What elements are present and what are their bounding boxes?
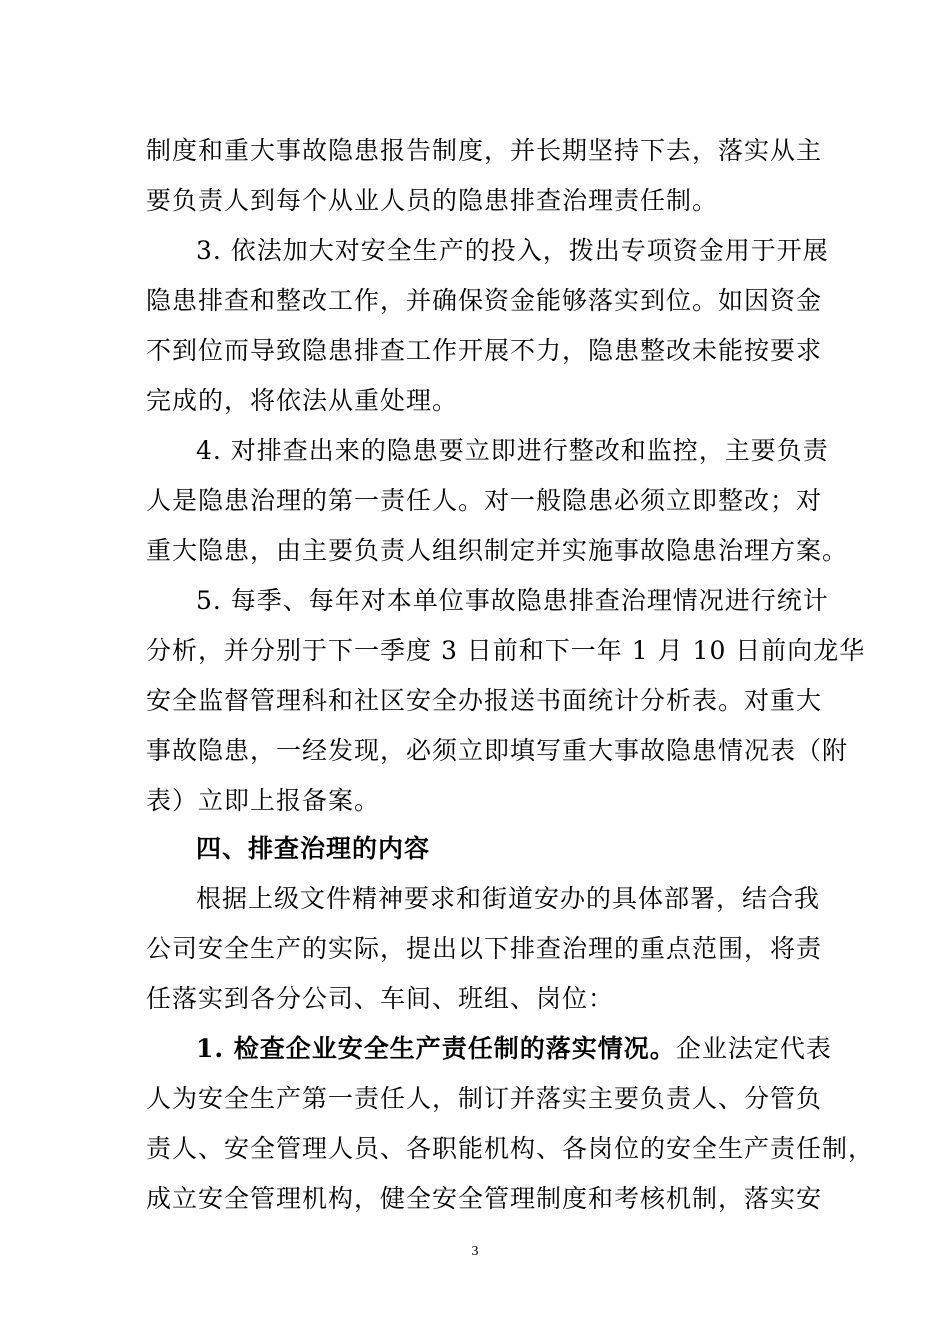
paragraph-line: 根据上级文件精神要求和街道安办的具体部署，结合我 (196, 884, 821, 913)
paragraph-line: 人为安全生产第一责任人，制订并落实主要负责人、分管负 (146, 1084, 823, 1113)
paragraph-line: 人是隐患治理的第一责任人。对一般隐患必须立即整改；对 (146, 486, 823, 515)
paragraph-line: 5. 每季、每年对本单位事故隐患排查治理情况进行统计 (196, 586, 829, 615)
paragraph-line: 表）立即上报备案。 (146, 786, 381, 815)
page-number: 3 (471, 1244, 479, 1259)
item-text: 企业法定代表 (675, 1034, 832, 1063)
paragraph-line: 3. 依法加大对安全生产的投入，拨出专项资金用于开展 (196, 236, 829, 265)
paragraph-line: 隐患排查和整改工作，并确保资金能够落实到位。如因资金 (146, 286, 823, 315)
paragraph-line: 任落实到各分公司、车间、班组、岗位： (146, 984, 615, 1013)
paragraph-line (196, 1034, 832, 1064)
paragraph-line: 成立安全管理机构，健全安全管理制度和考核机制，落实安 (146, 1184, 823, 1213)
paragraph-line: 公司安全生产的实际，提出以下排查治理的重点范围，将责 (146, 934, 823, 963)
paragraph-line: 分析，并分别于下一季度 3 日前和下一年 1 月 10 日前向龙华 (146, 636, 866, 665)
paragraph-line: 重大隐患，由主要负责人组织制定并实施事故隐患治理方案。 (146, 536, 849, 565)
paragraph-line: 4. 对排查出来的隐患要立即进行整改和监控，主要负责 (196, 436, 829, 465)
paragraph-line: 责人、安全管理人员、各职能机构、各岗位的安全生产责任制， (146, 1134, 875, 1163)
paragraph-line: 要负责人到每个从业人员的隐患排查治理责任制。 (146, 186, 719, 215)
item-heading: 1. 检查企业安全生产责任制的落实情况。 (196, 1034, 676, 1063)
section-heading: 四、排查治理的内容 (196, 834, 431, 863)
paragraph-line: 不到位而导致隐患排查工作开展不力，隐患整改未能按要求 (146, 336, 823, 365)
paragraph-line: 事故隐患，一经发现，必须立即填写重大事故隐患情况表（附 (146, 736, 849, 765)
paragraph-line: 制度和重大事故隐患报告制度，并长期坚持下去，落实从主 (146, 136, 823, 165)
paragraph-line: 安全监督管理科和社区安全办报送书面统计分析表。对重大 (146, 686, 823, 715)
paragraph-line: 完成的，将依法从重处理。 (146, 386, 459, 415)
